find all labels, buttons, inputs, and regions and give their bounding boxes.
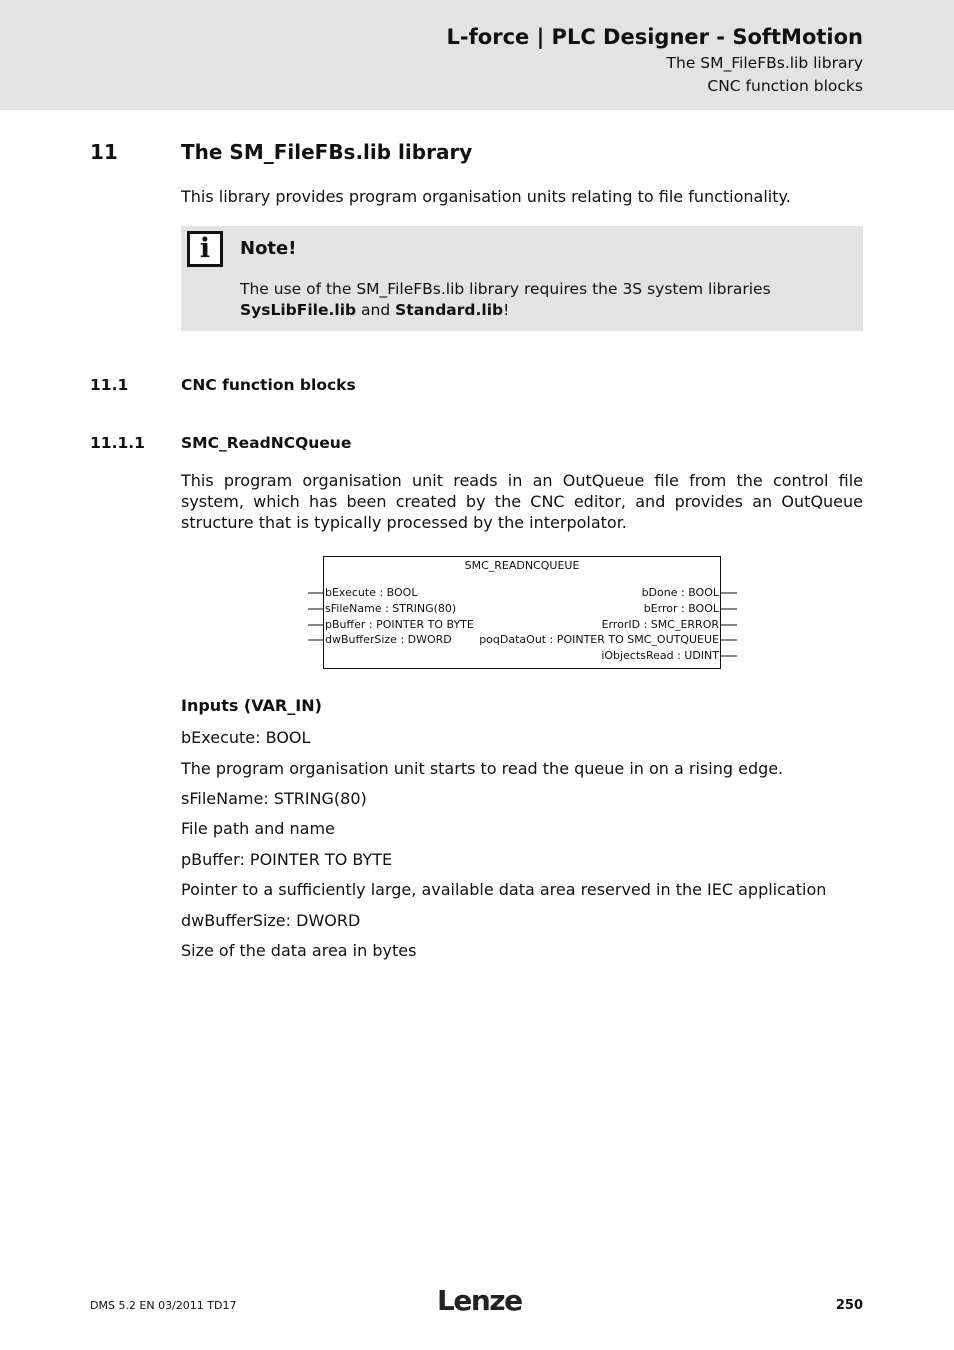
note-box xyxy=(181,226,863,331)
fb-input-label: dwBufferSize : DWORD xyxy=(325,633,452,646)
section-title: The SM_FileFBs.lib library xyxy=(181,140,473,164)
fb-name: SMC_READNCQUEUE xyxy=(464,559,580,572)
fb-output-label: ErrorID : SMC_ERROR xyxy=(601,618,719,631)
note-title: Note! xyxy=(240,238,297,259)
lenze-logo: Lenze xyxy=(437,1284,522,1317)
page-header xyxy=(0,0,954,110)
inputs-heading: Inputs (VAR_IN) xyxy=(181,696,322,715)
input-description: File path and name xyxy=(181,819,335,838)
fb-output-label: poqDataOut : POINTER TO SMC_OUTQUEUE xyxy=(479,633,719,646)
header-chapter: The SM_FileFBs.lib library xyxy=(666,54,863,72)
input-description: The program organisation unit starts to read the queue in on a rising edge. xyxy=(181,759,784,778)
fb-output-label: iObjectsRead : UDINT xyxy=(601,649,719,662)
header-section: CNC function blocks xyxy=(707,77,863,95)
subsection-number: 11.1 xyxy=(90,376,129,394)
fb-description: This program organisation unit reads in an OutQueue file from the control file system, which has been created by the CNC editor, and provides an OutQueue structure that is typically processed by the interpolator. xyxy=(181,471,863,532)
input-declaration: pBuffer: POINTER TO BYTE xyxy=(181,850,393,869)
footer-doc-id: DMS 5.2 EN 03/2011 TD17 xyxy=(90,1299,237,1312)
subsubsection-title: SMC_ReadNCQueue xyxy=(181,434,352,452)
note-lib-syslibfile: SysLibFile.lib xyxy=(240,301,357,319)
page-number: 250 xyxy=(835,1298,863,1313)
header-title: L-force | PLC Designer - SoftMotion xyxy=(446,25,863,49)
section-intro: This library provides program organisation units relating to file functionality. xyxy=(181,187,791,206)
subsubsection-number: 11.1.1 xyxy=(90,434,145,452)
fb-output-label: bError : BOOL xyxy=(643,602,719,615)
function-block-diagram xyxy=(308,556,740,672)
info-icon: i xyxy=(187,231,223,267)
input-declaration: dwBufferSize: DWORD xyxy=(181,911,361,930)
fb-input-label: pBuffer : POINTER TO BYTE xyxy=(325,618,474,631)
note-lib-standard: Standard.lib xyxy=(395,301,504,319)
input-declaration: sFileName: STRING(80) xyxy=(181,789,367,808)
input-description: Pointer to a sufficiently large, available data area reserved in the IEC application xyxy=(181,880,827,899)
input-declaration: bExecute: BOOL xyxy=(181,728,311,747)
note-text: The use of the SM_FileFBs.lib library requires the 3S system libraries SysLibFile.lib and Standard.lib! xyxy=(240,280,771,319)
section-number: 11 xyxy=(90,140,118,164)
subsection-title: CNC function blocks xyxy=(181,376,356,394)
fb-input-label: bExecute : BOOL xyxy=(325,586,418,599)
fb-output-label: bDone : BOOL xyxy=(641,586,719,599)
fb-input-label: sFileName : STRING(80) xyxy=(325,602,457,615)
input-description: Size of the data area in bytes xyxy=(181,941,417,960)
